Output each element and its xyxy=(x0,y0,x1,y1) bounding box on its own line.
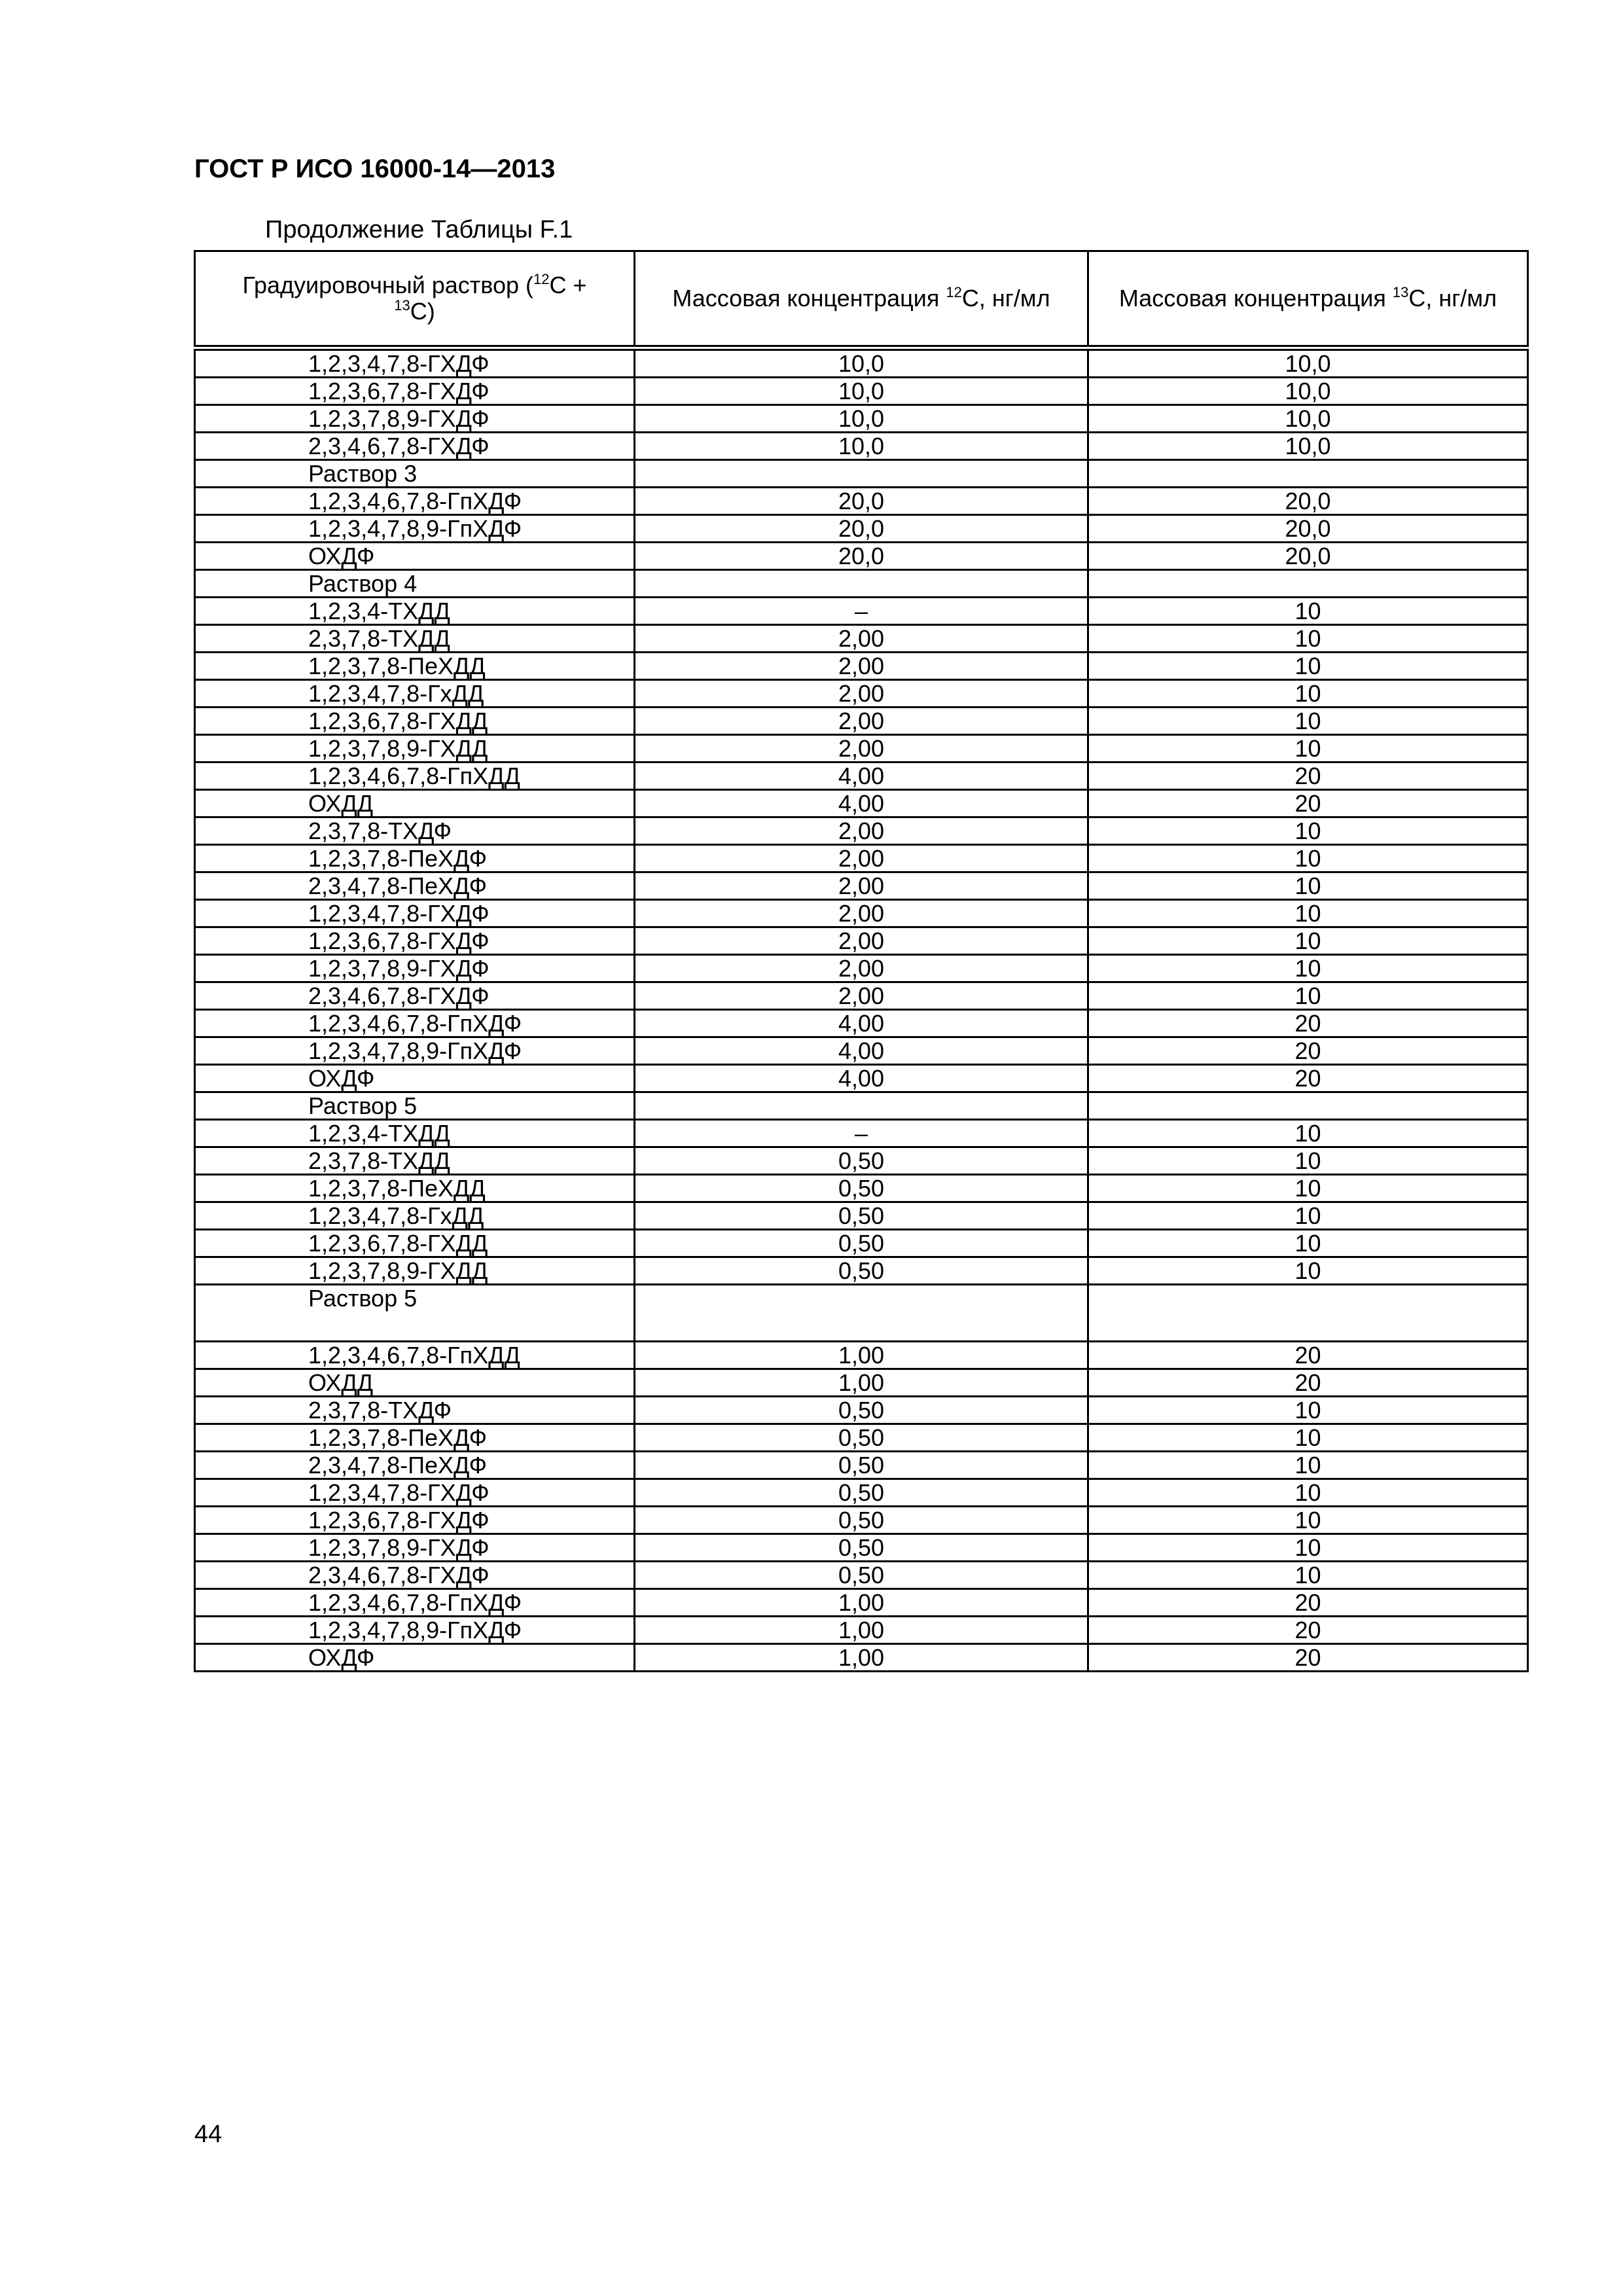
cell-concentration-13c: 10 xyxy=(1088,1507,1528,1534)
cell-concentration-13c: 20 xyxy=(1088,762,1528,790)
table-row xyxy=(195,488,1528,515)
calibration-table xyxy=(194,250,1529,1672)
table-row xyxy=(195,378,1528,405)
cell-concentration-12c: 0,50 xyxy=(635,1562,1088,1589)
cell-compound: 1,2,3,7,8,9-ГХДФ xyxy=(195,955,635,982)
cell-concentration-13c: 10 xyxy=(1088,927,1528,955)
cell-concentration-12c xyxy=(635,1092,1088,1120)
header-text: C, нг/мл xyxy=(961,285,1050,312)
cell-compound: 1,2,3,6,7,8-ГХДД xyxy=(195,1230,635,1257)
cell-compound: 1,2,3,6,7,8-ГХДД xyxy=(195,708,635,735)
table-row xyxy=(195,1424,1528,1452)
cell-compound: 1,2,3,4,7,8-ГХДФ xyxy=(195,348,635,378)
table-row xyxy=(195,1147,1528,1175)
cell-concentration-13c: 10 xyxy=(1088,1257,1528,1285)
cell-compound: 1,2,3,4,6,7,8-ГпХДД xyxy=(195,762,635,790)
cell-compound: 1,2,3,4,6,7,8-ГпХДФ xyxy=(195,488,635,515)
cell-compound: 1,2,3,7,8,9-ГХДД xyxy=(195,1257,635,1285)
cell-concentration-13c: 20 xyxy=(1088,790,1528,817)
cell-concentration-12c: 2,00 xyxy=(635,900,1088,927)
cell-concentration-12c: 0,50 xyxy=(635,1452,1088,1479)
cell-concentration-12c: 2,00 xyxy=(635,735,1088,762)
cell-concentration-13c: 10,0 xyxy=(1088,405,1528,433)
cell-concentration-12c: 1,00 xyxy=(635,1644,1088,1672)
cell-concentration-12c: 2,00 xyxy=(635,982,1088,1010)
table-header-row xyxy=(195,251,1528,348)
cell-concentration-13c: 10 xyxy=(1088,598,1528,625)
cell-compound: 1,2,3,7,8,9-ГХДФ xyxy=(195,1534,635,1562)
cell-concentration-12c: 0,50 xyxy=(635,1230,1088,1257)
cell-concentration-12c: 4,00 xyxy=(635,762,1088,790)
cell-compound: 2,3,7,8-ТХДФ xyxy=(195,1397,635,1424)
table-group-row xyxy=(195,1092,1528,1120)
header-text: Массовая концентрация xyxy=(672,285,946,312)
cell-compound: 1,2,3,7,8,9-ГХДФ xyxy=(195,405,635,433)
cell-concentration-13c: 10 xyxy=(1088,900,1528,927)
table-row xyxy=(195,653,1528,680)
cell-concentration-13c: 10 xyxy=(1088,708,1528,735)
cell-concentration-12c: 1,00 xyxy=(635,1369,1088,1397)
cell-concentration-13c: 20 xyxy=(1088,1617,1528,1644)
cell-concentration-12c: 2,00 xyxy=(635,653,1088,680)
cell-concentration-12c: 20,0 xyxy=(635,543,1088,570)
cell-compound: 2,3,7,8-ТХДД xyxy=(195,625,635,653)
cell-compound: 1,2,3,4,7,8,9-ГпХДФ xyxy=(195,1617,635,1644)
cell-compound: 2,3,7,8-ТХДФ xyxy=(195,817,635,845)
superscript: 13 xyxy=(1392,284,1409,300)
table-row xyxy=(195,1120,1528,1147)
cell-concentration-12c: 0,50 xyxy=(635,1147,1088,1175)
cell-concentration-13c: 10 xyxy=(1088,1424,1528,1452)
cell-concentration-12c: 2,00 xyxy=(635,845,1088,872)
cell-concentration-13c: 10 xyxy=(1088,1120,1528,1147)
cell-concentration-13c: 20 xyxy=(1088,1037,1528,1065)
cell-concentration-12c: 10,0 xyxy=(635,348,1088,378)
cell-compound: 1,2,3,4,7,8-ГхДД xyxy=(195,680,635,708)
table-row xyxy=(195,1452,1528,1479)
cell-concentration-13c: 10 xyxy=(1088,982,1528,1010)
cell-concentration-12c: 2,00 xyxy=(635,817,1088,845)
table-row xyxy=(195,348,1528,378)
cell-concentration-13c: 10 xyxy=(1088,955,1528,982)
cell-concentration-12c: 1,00 xyxy=(635,1617,1088,1644)
table-row xyxy=(195,1065,1528,1092)
cell-concentration-12c: 10,0 xyxy=(635,378,1088,405)
table-row xyxy=(195,790,1528,817)
table-row xyxy=(195,1534,1528,1562)
cell-concentration-13c: 10 xyxy=(1088,1230,1528,1257)
cell-compound: Раствор 4 xyxy=(195,570,635,598)
table-group-row xyxy=(195,460,1528,488)
table-row xyxy=(195,1617,1528,1644)
cell-compound: 1,2,3,6,7,8-ГХДФ xyxy=(195,927,635,955)
cell-concentration-12c: – xyxy=(635,598,1088,625)
cell-concentration-12c: 2,00 xyxy=(635,872,1088,900)
header-concentration-12c xyxy=(635,251,1088,348)
table-row xyxy=(195,1507,1528,1534)
cell-compound: 1,2,3,4-ТХДД xyxy=(195,1120,635,1147)
cell-compound: 2,3,7,8-ТХДД xyxy=(195,1147,635,1175)
cell-compound: 1,2,3,7,8-ПеХДД xyxy=(195,1175,635,1202)
table-row xyxy=(195,845,1528,872)
cell-concentration-13c: 10 xyxy=(1088,817,1528,845)
cell-concentration-13c: 10 xyxy=(1088,1147,1528,1175)
table-row xyxy=(195,433,1528,460)
superscript: 13 xyxy=(394,297,410,314)
table-row xyxy=(195,900,1528,927)
table-row xyxy=(195,1479,1528,1507)
table-row xyxy=(195,735,1528,762)
cell-concentration-12c: 20,0 xyxy=(635,515,1088,543)
cell-compound: 2,3,4,7,8-ПеХДФ xyxy=(195,872,635,900)
cell-compound: 1,2,3,4,6,7,8-ГпХДФ xyxy=(195,1010,635,1037)
table-row xyxy=(195,680,1528,708)
header-text: C) xyxy=(410,298,435,325)
table-row xyxy=(195,515,1528,543)
cell-concentration-13c: 10 xyxy=(1088,680,1528,708)
cell-concentration-13c: 20,0 xyxy=(1088,488,1528,515)
table-row xyxy=(195,1589,1528,1617)
cell-concentration-13c: 10,0 xyxy=(1088,433,1528,460)
cell-concentration-13c: 20 xyxy=(1088,1644,1528,1672)
cell-concentration-13c: 10 xyxy=(1088,872,1528,900)
table-row xyxy=(195,927,1528,955)
header-concentration-13c xyxy=(1088,251,1528,348)
table-row xyxy=(195,955,1528,982)
cell-concentration-13c: 10 xyxy=(1088,1479,1528,1507)
cell-compound: 1,2,3,7,8-ПеХДД xyxy=(195,653,635,680)
table-group-row xyxy=(195,1285,1528,1342)
cell-compound: 2,3,4,6,7,8-ГХДФ xyxy=(195,433,635,460)
cell-concentration-12c: – xyxy=(635,1120,1088,1147)
cell-concentration-12c: 2,00 xyxy=(635,708,1088,735)
cell-concentration-12c: 0,50 xyxy=(635,1534,1088,1562)
cell-compound: Раствор 5 xyxy=(195,1092,635,1120)
table-row xyxy=(195,405,1528,433)
cell-concentration-13c: 10 xyxy=(1088,735,1528,762)
cell-compound: ОХДД xyxy=(195,790,635,817)
cell-compound: ОХДД xyxy=(195,1369,635,1397)
cell-compound: 1,2,3,4,7,8-ГХДФ xyxy=(195,900,635,927)
table-row xyxy=(195,1562,1528,1589)
cell-compound: ОХДФ xyxy=(195,1644,635,1672)
cell-compound: 1,2,3,4,7,8,9-ГпХДФ xyxy=(195,515,635,543)
table-row xyxy=(195,817,1528,845)
cell-concentration-13c: 20,0 xyxy=(1088,543,1528,570)
cell-concentration-12c: 0,50 xyxy=(635,1479,1088,1507)
header-text: C + xyxy=(549,272,587,298)
cell-concentration-12c: 4,00 xyxy=(635,790,1088,817)
cell-compound: 1,2,3,4-ТХДД xyxy=(195,598,635,625)
cell-concentration-13c: 10 xyxy=(1088,1202,1528,1230)
cell-concentration-12c: 2,00 xyxy=(635,625,1088,653)
table-row xyxy=(195,1257,1528,1285)
cell-concentration-12c: 4,00 xyxy=(635,1037,1088,1065)
cell-concentration-12c xyxy=(635,460,1088,488)
table-row xyxy=(195,1202,1528,1230)
cell-concentration-13c: 10 xyxy=(1088,625,1528,653)
cell-concentration-13c xyxy=(1088,570,1528,598)
cell-compound: 1,2,3,7,8,9-ГХДД xyxy=(195,735,635,762)
cell-concentration-12c: 0,50 xyxy=(635,1397,1088,1424)
cell-concentration-12c: 2,00 xyxy=(635,680,1088,708)
table-row xyxy=(195,1369,1528,1397)
cell-compound: 1,2,3,7,8-ПеХДФ xyxy=(195,1424,635,1452)
table-row xyxy=(195,1010,1528,1037)
cell-concentration-13c: 20 xyxy=(1088,1589,1528,1617)
table-row xyxy=(195,625,1528,653)
cell-compound: 1,2,3,7,8-ПеХДФ xyxy=(195,845,635,872)
table-row xyxy=(195,1644,1528,1672)
document-title: ГОСТ Р ИСО 16000-14—2013 xyxy=(194,154,556,183)
cell-concentration-13c: 20 xyxy=(1088,1010,1528,1037)
cell-compound: 2,3,4,6,7,8-ГХДФ xyxy=(195,1562,635,1589)
cell-concentration-13c xyxy=(1088,1092,1528,1120)
cell-concentration-13c: 10 xyxy=(1088,1175,1528,1202)
page-number: 44 xyxy=(194,2121,223,2148)
cell-concentration-12c: 2,00 xyxy=(635,927,1088,955)
cell-concentration-13c: 10 xyxy=(1088,1397,1528,1424)
cell-compound: ОХДФ xyxy=(195,543,635,570)
header-text: Массовая концентрация xyxy=(1118,285,1393,312)
cell-concentration-13c: 10 xyxy=(1088,653,1528,680)
cell-concentration-13c xyxy=(1088,460,1528,488)
table-row xyxy=(195,598,1528,625)
table-group-row xyxy=(195,570,1528,598)
cell-concentration-13c: 20 xyxy=(1088,1369,1528,1397)
cell-concentration-13c: 10 xyxy=(1088,845,1528,872)
table-row xyxy=(195,872,1528,900)
cell-concentration-12c: 4,00 xyxy=(635,1065,1088,1092)
table-body xyxy=(195,348,1528,1672)
cell-compound: ОХДФ xyxy=(195,1065,635,1092)
header-solution xyxy=(195,251,635,348)
table-row xyxy=(195,1342,1528,1369)
cell-compound: 1,2,3,4,6,7,8-ГпХДФ xyxy=(195,1589,635,1617)
header-text: C, нг/мл xyxy=(1408,285,1497,312)
table-row xyxy=(195,982,1528,1010)
cell-compound: 1,2,3,6,7,8-ГХДФ xyxy=(195,378,635,405)
cell-concentration-13c: 20 xyxy=(1088,1342,1528,1369)
header-text: Градуировочный раствор ( xyxy=(242,272,534,298)
cell-concentration-13c: 10,0 xyxy=(1088,378,1528,405)
cell-compound: 1,2,3,6,7,8-ГХДФ xyxy=(195,1507,635,1534)
cell-concentration-12c: 2,00 xyxy=(635,955,1088,982)
cell-concentration-13c: 20 xyxy=(1088,1065,1528,1092)
superscript: 12 xyxy=(533,271,550,287)
table-row xyxy=(195,1397,1528,1424)
cell-concentration-12c: 10,0 xyxy=(635,433,1088,460)
cell-concentration-12c: 20,0 xyxy=(635,488,1088,515)
cell-concentration-12c: 1,00 xyxy=(635,1589,1088,1617)
cell-concentration-12c: 0,50 xyxy=(635,1202,1088,1230)
table-row xyxy=(195,708,1528,735)
cell-compound: 1,2,3,4,7,8-ГхДД xyxy=(195,1202,635,1230)
cell-compound: 2,3,4,7,8-ПеХДФ xyxy=(195,1452,635,1479)
cell-concentration-12c xyxy=(635,570,1088,598)
cell-concentration-13c: 10 xyxy=(1088,1562,1528,1589)
cell-concentration-13c xyxy=(1088,1285,1528,1342)
cell-concentration-13c: 10,0 xyxy=(1088,348,1528,378)
cell-compound: 2,3,4,6,7,8-ГХДФ xyxy=(195,982,635,1010)
cell-compound: 1,2,3,4,7,8,9-ГпХДФ xyxy=(195,1037,635,1065)
cell-concentration-12c: 0,50 xyxy=(635,1175,1088,1202)
table-caption: Продолжение Таблицы F.1 xyxy=(265,216,573,243)
cell-concentration-12c xyxy=(635,1285,1088,1342)
cell-compound: 1,2,3,4,7,8-ГХДФ xyxy=(195,1479,635,1507)
cell-concentration-12c: 0,50 xyxy=(635,1257,1088,1285)
cell-concentration-13c: 10 xyxy=(1088,1452,1528,1479)
table-row xyxy=(195,543,1528,570)
cell-concentration-12c: 1,00 xyxy=(635,1342,1088,1369)
table-row xyxy=(195,762,1528,790)
cell-concentration-12c: 0,50 xyxy=(635,1424,1088,1452)
cell-concentration-13c: 20,0 xyxy=(1088,515,1528,543)
cell-compound: Раствор 5 xyxy=(195,1285,635,1342)
cell-concentration-12c: 4,00 xyxy=(635,1010,1088,1037)
table-row xyxy=(195,1230,1528,1257)
cell-concentration-12c: 10,0 xyxy=(635,405,1088,433)
superscript: 12 xyxy=(946,284,962,300)
table-row xyxy=(195,1037,1528,1065)
cell-concentration-13c: 10 xyxy=(1088,1534,1528,1562)
table-row xyxy=(195,1175,1528,1202)
cell-compound: Раствор 3 xyxy=(195,460,635,488)
cell-compound: 1,2,3,4,6,7,8-ГпХДД xyxy=(195,1342,635,1369)
cell-concentration-12c: 0,50 xyxy=(635,1507,1088,1534)
